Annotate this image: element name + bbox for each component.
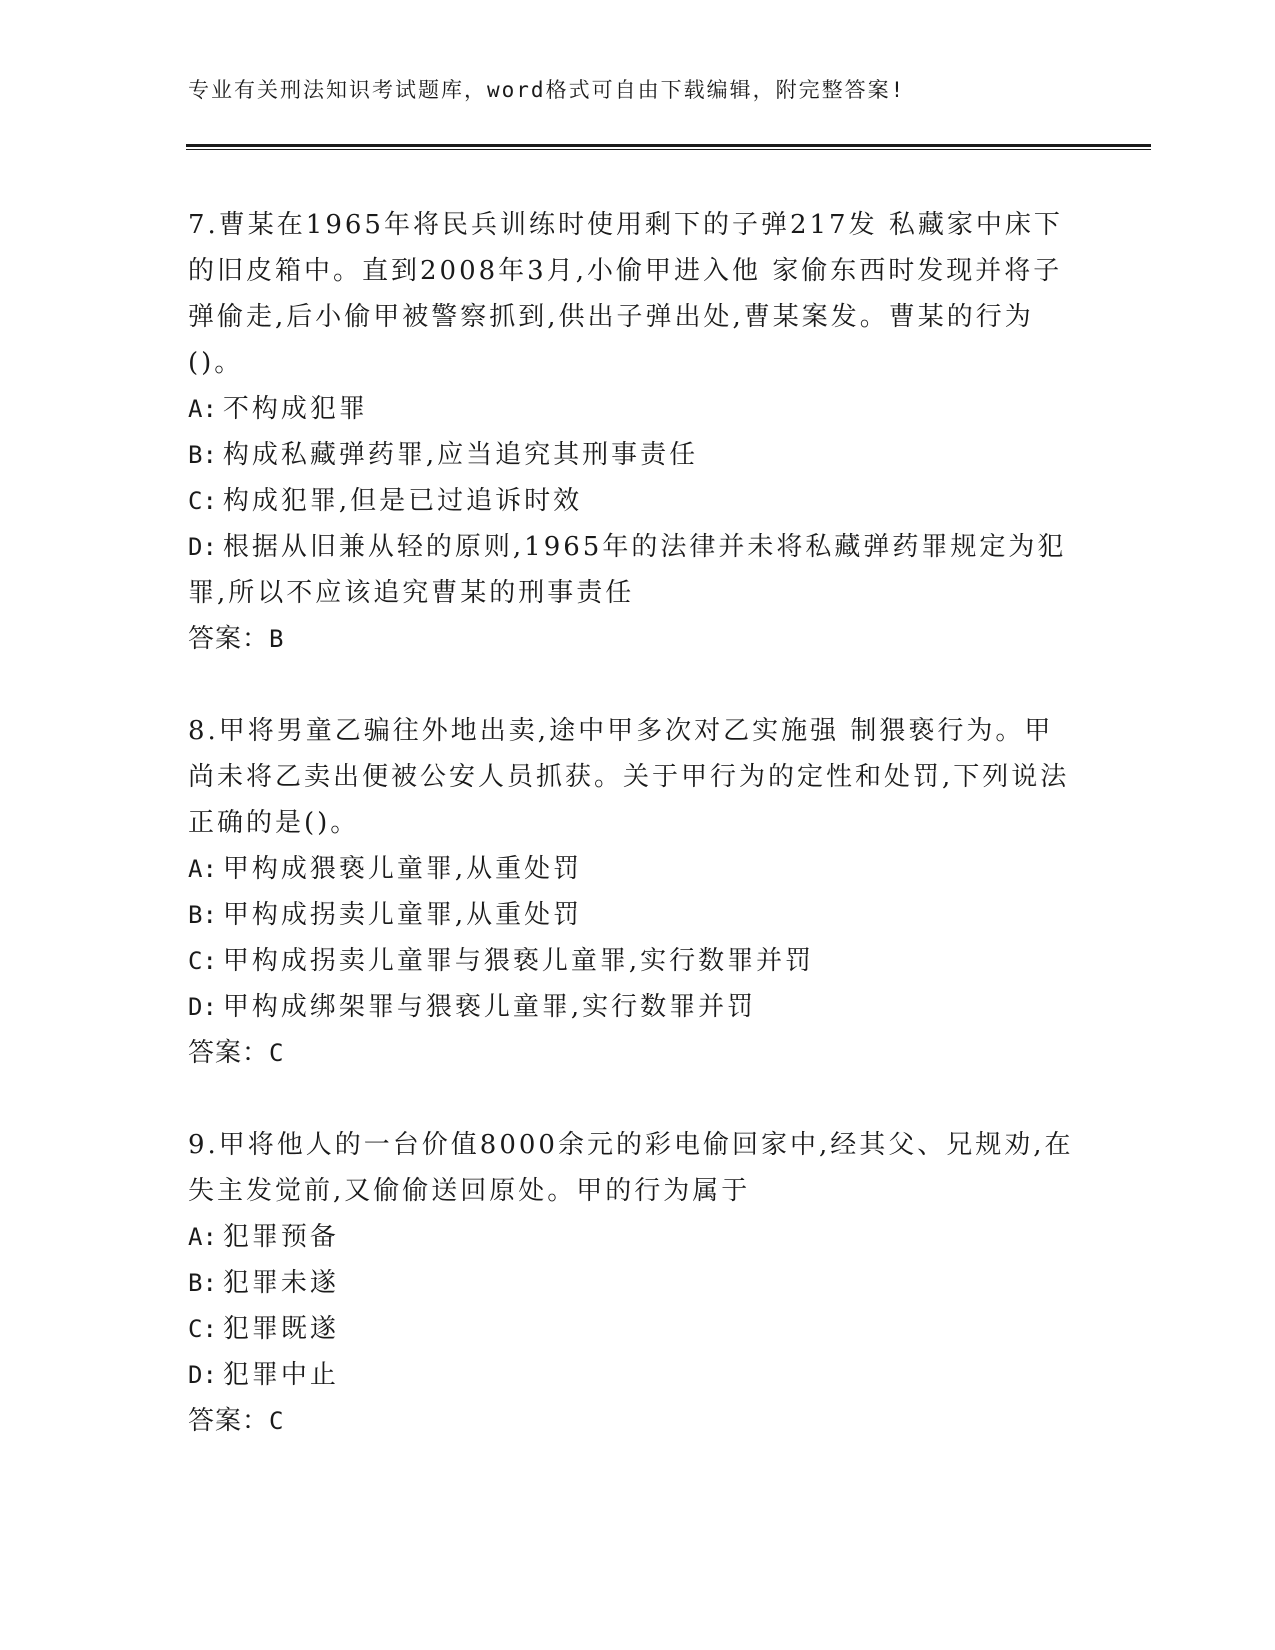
answer-label: 答案： <box>188 1406 270 1436</box>
question-stem: 7.曹某在1965年将民兵训练时使用剩下的子弹217发 私藏家中床下的旧皮箱中。直到2008年3月,小偷甲进入他 家偷东西时发现并将子弹偷走,后小偷甲被警察抓到,供出子弹出处,曹某案发。曹某的行为()。 <box>188 210 1063 378</box>
option-letter: C: <box>188 1315 217 1343</box>
option-letter: A: <box>188 855 217 883</box>
option-letter: A: <box>188 395 217 423</box>
answer-line <box>188 616 1078 662</box>
question-7 <box>188 202 1078 662</box>
document-header: 专业有关刑法知识考试题库，word格式可自由下载编辑，附完整答案! <box>188 78 906 102</box>
option-text: 不构成犯罪 <box>222 394 368 424</box>
option-d <box>188 984 1078 1030</box>
option-letter: C: <box>188 487 217 515</box>
header-rule-thick <box>186 144 1151 147</box>
option-text: 犯罪既遂 <box>222 1314 339 1344</box>
option-letter: D: <box>188 1361 217 1389</box>
option-a <box>188 386 1078 432</box>
question-stem: 8.甲将男童乙骗往外地出卖,途中甲多次对乙实施强 制猥亵行为。甲尚未将乙卖出便被公安人员抓获。关于甲行为的定性和处罚,下列说法正确的是()。 <box>188 716 1070 838</box>
question-8 <box>188 708 1078 1076</box>
option-d <box>188 1352 1078 1398</box>
header-rule-thin <box>186 149 1151 150</box>
answer-label: 答案： <box>188 624 270 654</box>
option-text: 犯罪未遂 <box>222 1268 339 1298</box>
option-c <box>188 478 1078 524</box>
option-c <box>188 938 1078 984</box>
answer-line <box>188 1030 1078 1076</box>
option-b <box>188 432 1078 478</box>
option-text: 甲构成拐卖儿童罪,从重处罚 <box>222 900 583 930</box>
question-9 <box>188 1122 1078 1444</box>
option-a <box>188 1214 1078 1260</box>
option-letter: B: <box>188 1269 217 1297</box>
answer-value: B <box>269 625 285 653</box>
option-text: 甲构成绑架罪与猥亵儿童罪,实行数罪并罚 <box>222 992 757 1022</box>
option-text: 犯罪预备 <box>222 1222 339 1252</box>
option-c <box>188 1306 1078 1352</box>
option-letter: C: <box>188 947 217 975</box>
option-d <box>188 524 1078 616</box>
option-letter: D: <box>188 993 217 1021</box>
option-letter: B: <box>188 901 217 929</box>
option-text: 构成私藏弹药罪,应当追究其刑事责任 <box>222 440 699 470</box>
question-list <box>188 202 1078 1490</box>
answer-line <box>188 1398 1078 1444</box>
option-letter: A: <box>188 1223 217 1251</box>
option-text: 构成犯罪,但是已过追诉时效 <box>222 486 583 516</box>
option-a <box>188 846 1078 892</box>
answer-value: C <box>269 1039 285 1067</box>
option-b <box>188 1260 1078 1306</box>
answer-value: C <box>269 1407 285 1435</box>
option-letter: D: <box>188 533 217 561</box>
option-text: 甲构成猥亵儿童罪,从重处罚 <box>222 854 583 884</box>
answer-label: 答案： <box>188 1038 270 1068</box>
option-text: 甲构成拐卖儿童罪与猥亵儿童罪,实行数罪并罚 <box>222 946 815 976</box>
option-text: 犯罪中止 <box>222 1360 339 1390</box>
question-stem: 9.甲将他人的一台价值8000余元的彩电偷回家中,经其父、兄规劝,在失主发觉前,又偷偷送回原处。甲的行为属于 <box>188 1130 1074 1206</box>
option-b <box>188 892 1078 938</box>
option-letter: B: <box>188 441 217 469</box>
option-text: 根据从旧兼从轻的原则,1965年的法律并未将私藏弹药罪规定为犯罪,所以不应该追究曹某的刑事责任 <box>188 532 1067 608</box>
